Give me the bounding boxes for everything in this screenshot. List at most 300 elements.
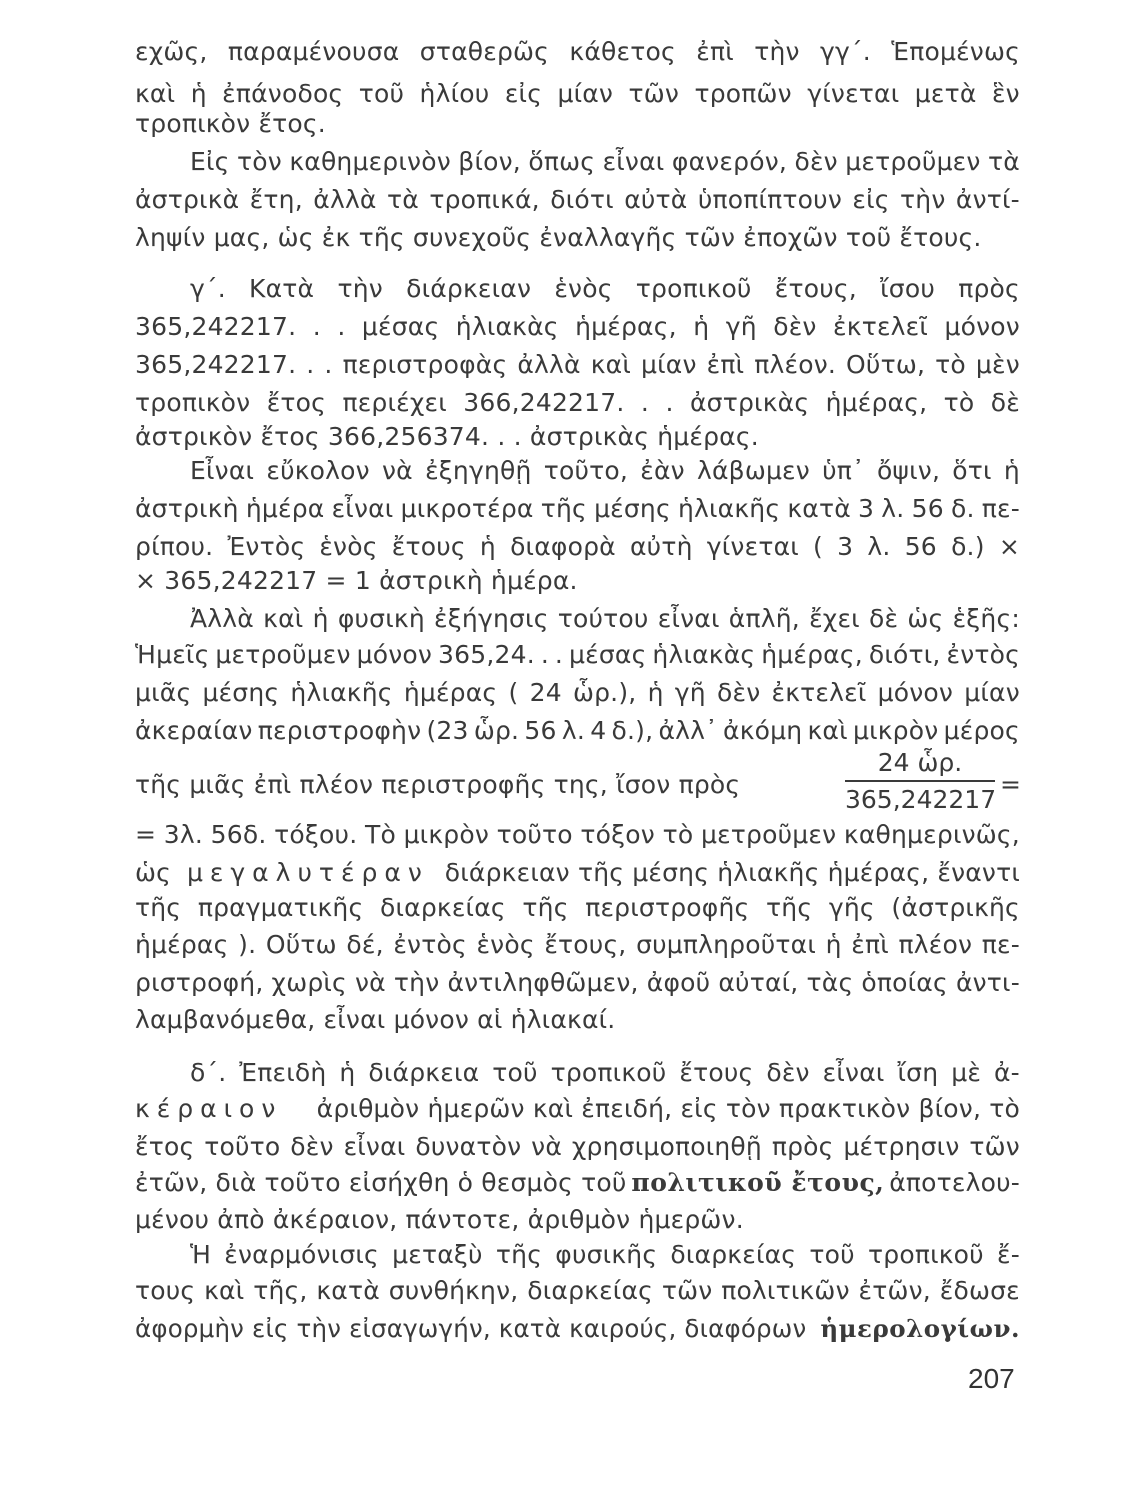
word: ἀκεραίαν [135,716,253,745]
word: τροπικοῦ [550,1058,667,1087]
text-fragment: ἐτῶν, διὰ τοῦτο εἰσήχθη ὁ θεσμὸς τοῦ [135,1168,627,1197]
word: ἐπὶ [851,930,889,959]
word: λάβωμεν [696,456,810,485]
word: αὐτὴ [629,532,693,561]
word: δ. [950,494,975,523]
word: 3 [858,494,875,523]
word: δὲν [716,678,761,707]
spaced-emphasis: κέραιον [135,1094,283,1123]
word: πραγματικῆς [197,893,364,922]
text-line [135,77,1020,111]
word: δυνατὸν [415,1132,522,1161]
word: ἡ [693,312,710,341]
word: Ἐπειδὴ [239,1058,327,1087]
word: ἀντί- [955,185,1020,214]
word: Ἑπομένως [891,37,1020,66]
word: × [998,532,1020,561]
word: τροπῶν [694,79,792,108]
word: ). [238,930,257,959]
word: ἐπάνοδος [222,79,344,108]
word: περιστροφὴν [257,716,422,745]
text-fragment: ὡς [135,858,172,887]
word: γγ΄. [820,37,871,66]
word: καὶ [590,350,632,379]
word: ἡ [339,1058,356,1087]
equals-sign: = [1000,770,1021,799]
word: ἡλιακῆς [677,494,781,523]
word: Εἶναι [190,456,255,485]
word: τούτου [557,604,649,633]
word: ( [813,532,824,561]
section-gamma-line [190,272,1020,306]
text-line: τῆς μιᾶς ἐπὶ πλέον περιστροφῆς της, ἴσον πρὸς [135,770,741,799]
word: μέσης [594,494,671,523]
text-line [190,602,1020,636]
word: περιστροφὰς [342,350,508,379]
text-line [135,1130,1020,1164]
word: μετροῦμεν [845,147,981,176]
word: διαφορὰ [510,532,616,561]
word: ἴσου [880,274,936,303]
word: σταθερῶς [419,37,550,66]
word: κάθετος [569,37,676,66]
word: τῆς [540,494,587,523]
word: δ.), [611,716,654,745]
word: εἶναι [602,147,665,176]
word: εχῶς, [135,37,208,66]
word: δὲν [290,1132,334,1161]
text-line [135,530,1020,564]
word: μὲν [975,350,1020,379]
text-line [190,454,1020,488]
word: μέρος [943,716,1020,745]
word: πε- [981,930,1020,959]
word: παραμένουσα [227,37,400,66]
word: ἔτος [135,1132,195,1161]
text-line [135,492,1020,526]
word: εὔκολον [266,456,370,485]
word: καὶ [807,716,848,745]
word: ἀντιληφθῶμεν, [447,968,639,997]
word: ἐκτελεῖ [833,312,929,341]
word: ἀλλ᾽ [658,716,718,745]
word: τροπικοῦ [868,1240,984,1269]
word: χρησιμοποιηθῇ [571,1132,762,1161]
word: μετροῦμεν [700,820,837,849]
word: . [337,312,346,341]
word: ρίπου. [135,532,214,561]
text-fragment: διάρκειαν τῆς μέσης ἡλιακῆς ἡμέρας, ἔναντι [444,858,1020,887]
word: δὲν [773,312,817,341]
word: τὸ [943,388,975,417]
word: κατὰ [316,1276,380,1305]
word: . [540,640,549,669]
word: μικρὸν [403,820,489,849]
word: διαρκείας [380,893,506,922]
word: ἡμέρας, [825,388,928,417]
word: ὅπως [528,147,596,176]
word: ἑξῆς: [952,604,1020,633]
word: ὑπ᾽ [822,456,865,485]
text-line: × 365,242217 = 1 ἀστρικὴ ἡμέρα. [135,566,578,595]
word: μόνον [356,640,433,669]
word: = [135,820,157,849]
word: δὲ [869,604,899,633]
word: ἀλλὰ [517,350,581,379]
word: τὰς [806,968,854,997]
word: 24 [529,678,562,707]
word: τῶν [661,1276,713,1305]
word: τροπικὸν [135,388,251,417]
word: διότι [550,185,614,214]
word: τοῦ [358,79,405,108]
word: ἀφοῦ [646,968,711,997]
word: εἶναι [343,1132,406,1161]
word: Οὕτω, [846,350,926,379]
spaced-emphasis: μεγαλυτέραν [186,858,429,887]
fraction-denominator: 365,242217 [845,785,997,814]
bold-term: ἡμερολογίων. [820,1314,1020,1343]
word: . [640,388,650,417]
text-line [190,1238,1020,1272]
word: γ΄. [190,274,226,303]
word: φανερόν, [671,147,788,176]
word: ἴση [897,1058,939,1087]
word: ἐκτελεῖ [771,678,867,707]
word: λ. [881,494,905,523]
word: δὲν [794,147,838,176]
word: τροπικοῦ [635,274,752,303]
word: ἀστρικὴ [135,494,239,523]
word: φυσικῆς [555,1240,658,1269]
word: τὴν [754,37,800,66]
word: τόξου. [274,820,358,849]
word: πε- [981,494,1020,523]
word: γῆς [828,893,875,922]
word: μέσας [569,640,647,669]
text-line: μένου ἀπὸ ἀκέραιον, πάντοτε, ἀριθμὸν ἡμερῶν. [135,1205,744,1234]
word: ἓν [991,79,1020,108]
section-delta-line [190,1056,1020,1090]
word: ( [508,678,519,707]
word: πλέον. [754,350,837,379]
word: 56 [524,716,557,745]
word: τῆς [522,893,569,922]
word: ὄψιν, [876,456,941,485]
word: αὐτὰ [624,185,688,214]
word: ἔ- [997,1240,1020,1269]
fraction [845,748,995,815]
word: (23 [426,716,469,745]
word: ἡλιακῆς [290,678,393,707]
word: ἑνὸς [554,274,613,303]
word: τὸ [935,350,966,379]
word: ἡλίου [419,79,490,108]
word: . [665,388,674,417]
word: μόνον [944,312,1020,341]
word: Ἐντὸς [227,532,306,561]
word: καθημερινῶς, [843,820,1020,849]
word: γῆ [725,312,757,341]
word: μετροῦμεν [215,640,351,669]
text-line [135,676,1020,710]
word: γίνεται [706,532,799,561]
word: τοῦτο [204,1132,281,1161]
word: ἔτους, [544,930,627,959]
word: ἡ [647,678,664,707]
word: μίαν [557,79,614,108]
word: αὐταί, [718,968,799,997]
text-line [135,1312,1020,1346]
word: τῆς [495,1240,543,1269]
fraction-bar [845,780,995,782]
word: 3 [837,532,854,561]
word: ἡμέρας, [575,312,677,341]
text-line [135,35,1020,69]
word: τὸν [236,147,282,176]
text-line [135,928,1020,962]
word: μέτρησιν [843,1132,960,1161]
word: λ. [561,716,585,745]
word: μικροτέρα [400,494,534,523]
word: καὶ [204,1276,245,1305]
word: 56δ. [210,820,267,849]
bold-term: πολιτικοῦ ἔτους, [631,1168,885,1197]
text-fragment: ἀφορμὴν εἰς τὴν εἰσαγωγήν, κατὰ καιρούς, διαφόρων [135,1314,807,1343]
text-line [135,1092,1020,1126]
word: μιᾶς [135,678,192,707]
word: μίαν [964,678,1020,707]
word: δέ, [346,930,384,959]
word: ἔτους [391,532,466,561]
word: . [324,350,333,379]
word: τοῦ [492,1058,538,1087]
word: ἡ [825,930,842,959]
text-line: λαμβανόμεθα, εἶναι μόνον αἱ ἡλιακαί. [135,1005,616,1034]
word: μὲ [951,1058,982,1087]
word: ἡ [312,604,329,633]
word: τόξον [580,820,655,849]
word: ἐπὶ [696,37,734,66]
word: ὁποίας [861,968,948,997]
word: νὰ [355,968,386,997]
word: ἔδωσε [939,1276,1020,1305]
word: ἀ- [994,1058,1020,1087]
text-line [135,348,1020,382]
word: νὰ [382,456,413,485]
text-line [135,966,1020,1000]
word: χωρὶς [271,968,347,997]
word: ἔτους, [774,274,857,303]
text-line [135,183,1020,217]
word: ἡμέρα [245,494,325,523]
text-line [135,891,1020,925]
word: Κατὰ [249,274,315,303]
word: συνθήκην, [388,1276,519,1305]
word: ἔτος [266,388,327,417]
word: Τὸ [364,820,396,849]
word: τῶν [628,79,680,108]
word: διάρκεια [368,1058,480,1087]
word: ἀλλὰ [313,185,377,214]
word: 365,24. [438,640,535,669]
word: 365,242217. [135,350,297,379]
fraction-numerator: 24 ὧρ. [877,748,963,777]
text-line: ληψίν μας, ὡς ἐκ τῆς συνεχοῦς ἐναλλαγῆς τῶν ἐποχῶν τοῦ ἔτους. [135,223,982,252]
word: ἡ [190,79,207,108]
word: ἡλιακὰς [652,640,756,669]
word: ἡ [479,532,496,561]
word: μέσας [361,312,440,341]
text-line [135,714,1020,748]
word: τὴν [900,185,946,214]
word: ἐτῶν, [858,1276,931,1305]
word: περιστροφῆς [585,893,750,922]
word: διότι, [868,640,941,669]
word: ἐξηγηθῇ [425,456,532,485]
text-line [135,818,1020,852]
word: . [312,312,321,341]
word: Ἡμεῖς [135,640,210,669]
word: 366,242217. [463,388,625,417]
word: ἔτους [679,1058,754,1087]
text-line: ἀστρικὸν ἔτος 366,256374. . . ἀστρικὰς ἡμέρας. [135,422,759,451]
word: ἡμέρας [135,930,229,959]
word: ἐντὸς [946,640,1020,669]
word: τὰ [387,185,419,214]
word: ἀστρικὰς [690,388,810,417]
word: καθημερινὸν [289,147,451,176]
word: ἐξήγησις [434,604,549,633]
word: τῶν [969,1132,1020,1161]
word: . [554,640,564,669]
word: νὰ [531,1132,563,1161]
word: ὧρ.), [572,678,637,707]
word: φυσικὴ [337,604,425,633]
word: ἡ [1003,456,1020,485]
text-line [135,1166,1020,1200]
text-fragment: ἀριθμὸν ἡμερῶν καὶ ἐπειδή, εἰς τὸν πρακτικὸν βίον, τὸ [316,1094,1020,1123]
word: 4 [590,716,607,745]
word: τῆς [766,893,813,922]
word: τῆς, [253,1276,308,1305]
word: ἐντὸς [393,930,467,959]
word: λ. [867,532,891,561]
word: ἁπλῆ, [728,604,800,633]
word: ἐναρμόνισις [224,1240,379,1269]
word: τὴν [393,968,440,997]
word: ὑποπίπτουν [697,185,843,214]
word: ἑνὸς [476,930,535,959]
word: μεταξὺ [392,1240,483,1269]
word: ἀκόμη [723,716,803,745]
word: συμπληροῦται [636,930,817,959]
word: Εἰς [190,147,230,176]
word: μικρὸν [852,716,939,745]
word: γῆ [674,678,706,707]
page-number: 207 [968,1363,1015,1394]
word: ἐὰν [640,456,685,485]
word: δὲν [766,1058,810,1087]
word: ἐπὶ [706,350,745,379]
word: περιέχει [342,388,447,417]
word: τῆς [135,893,182,922]
word: τοῦτο [496,820,573,849]
word: διαρκείας [670,1240,797,1269]
text-line [135,310,1020,344]
word: (ἀστρικῆς [891,893,1020,922]
text-line [190,145,1020,179]
text-fragment: ἀποτελου- [889,1168,1020,1197]
word: τὰ [988,147,1020,176]
word: ἑνὸς [319,532,378,561]
text-line: τροπικὸν ἔτος. [135,109,326,138]
word: βίον, [458,147,521,176]
word: γίνεται [807,79,900,108]
word: . [306,350,315,379]
word: τους [135,1276,196,1305]
word: ἔχει [809,604,860,633]
word: εἶναι [331,494,394,523]
word: ἀντι- [955,968,1020,997]
word: δ.) [951,532,985,561]
word: εἰς [504,79,543,108]
text-line [135,638,1020,672]
word: εἶναι [657,604,720,633]
word: κατὰ [787,494,851,523]
word: ἡμέρας [403,678,498,707]
word: πλέον [898,930,973,959]
word: Ἀλλὰ [190,604,254,633]
word: εἰς [852,185,890,214]
word: τροπικά, [429,185,540,214]
word: 365,242217. [135,312,297,341]
word: πρὸς [958,274,1020,303]
word: ριστροφή, [135,968,264,997]
word: διάρκειαν [406,274,532,303]
word: ἀστρικὰ [135,185,240,214]
word: πολιτικῶν [721,1276,850,1305]
word: μέσης [202,678,280,707]
text-line [135,386,1020,420]
word: ἡμέρας, [761,640,863,669]
word: πρὸς [771,1132,834,1161]
word: δ΄. [190,1058,227,1087]
word: τοῦ [809,1240,855,1269]
word: μόνον [877,678,954,707]
word: τὸ [662,820,694,849]
word: ἡλιακὰς [455,312,559,341]
word: τοῦτο, [543,456,629,485]
word: τὴν [337,274,383,303]
text-line [135,856,1020,890]
text-line [135,1274,1020,1308]
word: 3λ. [163,820,204,849]
word: 56 [911,494,944,523]
word: ἔτη, [249,185,303,214]
word: δὲ [990,388,1020,417]
word: Ἡ [190,1240,212,1269]
word: ὡς [907,604,944,633]
word: 56 [904,532,937,561]
word: μίαν [641,350,697,379]
word: καὶ [263,604,304,633]
word: καὶ [135,79,176,108]
word: εἶναι [822,1058,885,1087]
word: Οὕτω [265,930,337,959]
word: διαρκείας [527,1276,653,1305]
word: ὅτι [952,456,992,485]
